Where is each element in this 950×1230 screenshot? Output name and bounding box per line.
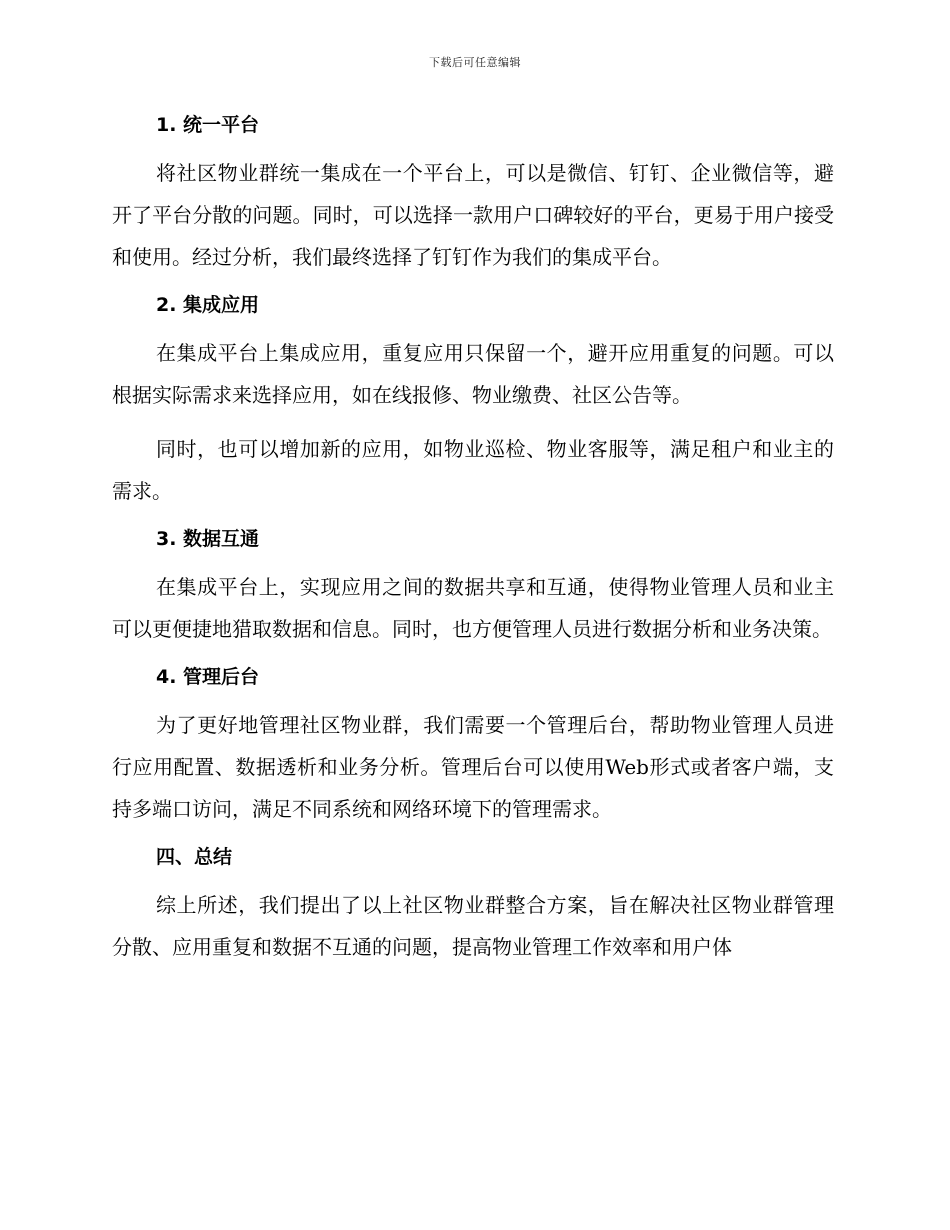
section-admin-backend xyxy=(112,662,834,830)
section-heading: 1. 统一平台 xyxy=(156,114,260,136)
section-heading: 2. 集成应用 xyxy=(156,294,260,316)
paragraph: 综上所述，我们提出了以上社区物业群整合方案，旨在解决社区物业群管理分散、应用重复和数据不互通的问题，提高物业管理工作效率和用户体 xyxy=(112,893,834,959)
paragraph: 为了更好地管理社区物业群，我们需要一个管理后台，帮助物业管理人员进行应用配置、数据透析和业务分析。管理后台可以使用Web形式或者客户端，支持多端口访问，满足不同系统和网络环境下的管理需求。 xyxy=(112,713,834,821)
section-heading: 四、总结 xyxy=(156,846,233,868)
paragraph: 在集成平台上集成应用，重复应用只保留一个，避开应用重复的问题。可以根据实际需求来选择应用，如在线报修、物业缴费、社区公告等。 xyxy=(112,341,834,407)
section-integrated-apps xyxy=(112,290,834,512)
section-data-interop xyxy=(112,524,834,650)
document-body xyxy=(112,110,834,980)
section-summary xyxy=(112,842,834,968)
page-header-note: 下载后可任意编辑 xyxy=(429,56,521,69)
section-heading: 4. 管理后台 xyxy=(156,666,260,688)
section-unified-platform xyxy=(112,110,834,278)
paragraph: 将社区物业群统一集成在一个平台上，可以是微信、钉钉、企业微信等，避开了平台分散的问题。同时，可以选择一款用户口碑较好的平台，更易于用户接受和使用。经过分析，我们最终选择了钉钉作为我们的集成平台。 xyxy=(112,161,834,269)
paragraph: 在集成平台上，实现应用之间的数据共享和互通，使得物业管理人员和业主可以更便捷地猎取数据和信息。同时，也方便管理人员进行数据分析和业务决策。 xyxy=(112,575,834,641)
section-heading: 3. 数据互通 xyxy=(156,528,260,550)
paragraph: 同时，也可以增加新的应用，如物业巡检、物业客服等，满足租户和业主的需求。 xyxy=(112,437,834,503)
